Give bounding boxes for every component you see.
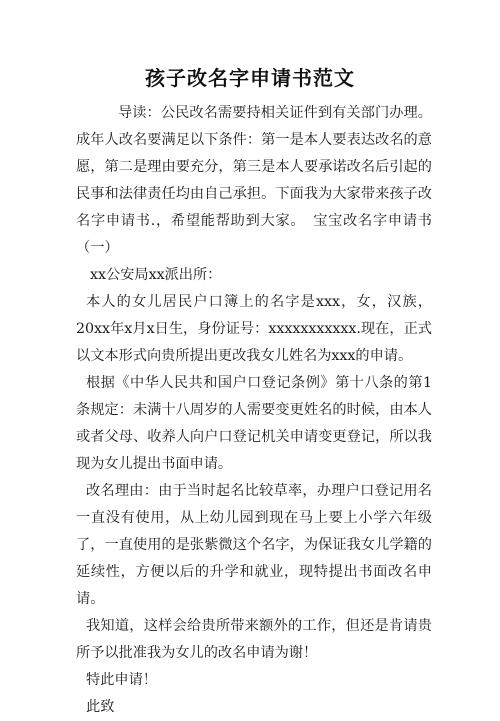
closing-line: 特此申请！: [86, 672, 157, 688]
reason-paragraph: 改名理由：由于当时起名比较草率，办理户口登记用名一直没有使用，从上幼儿园到现在马上要上小学六年级了，一直使用的是张紫微这个名字，为保证我女儿学籍的延续性，方便以后的升学和就业，现特提出书面改名申请。: [76, 483, 432, 607]
body-paragraph: 本人的女儿居民户口簿上的名字是xxx，女，汉族，20xx年x月x日生，身份证号：xxxxxxxxxxx.现在，正式以文本形式向贵所提出更改我女儿姓名为xxx的申请。: [76, 294, 432, 364]
body-paragraph: 我知道，这样会给贵所带来额外的工作，但还是肯请贵所予以批准我为女儿的改名申请为谢！: [76, 618, 432, 661]
document-body: [76, 100, 432, 721]
body-paragraph: 根据《中华人民共和国户口登记条例》第十八条的第1条规定：未满十八周岁的人需要变更姓名的时候，由本人或者父母、收养人向户口登记机关申请变更登记，所以我现为女儿提出书面申请。: [76, 375, 432, 472]
document-title: 孩子改名字申请书范文: [145, 66, 355, 90]
addressee-line: xx公安局xx派出所：: [90, 267, 222, 283]
intro-paragraph: 导读：公民改名需要持相关证件到有关部门办理。成年人改名要满足以下条件：第一是本人要表达改名的意愿，第二是理由要充分，第三是本人要承诺改名后引起的民事和法律责任均由自己承担。下面我为大家带来孩子改名字申请书.，希望能帮助到大家。 宝宝改名字申请书（一）: [76, 105, 432, 256]
salutation-line: 此致: [86, 699, 115, 715]
